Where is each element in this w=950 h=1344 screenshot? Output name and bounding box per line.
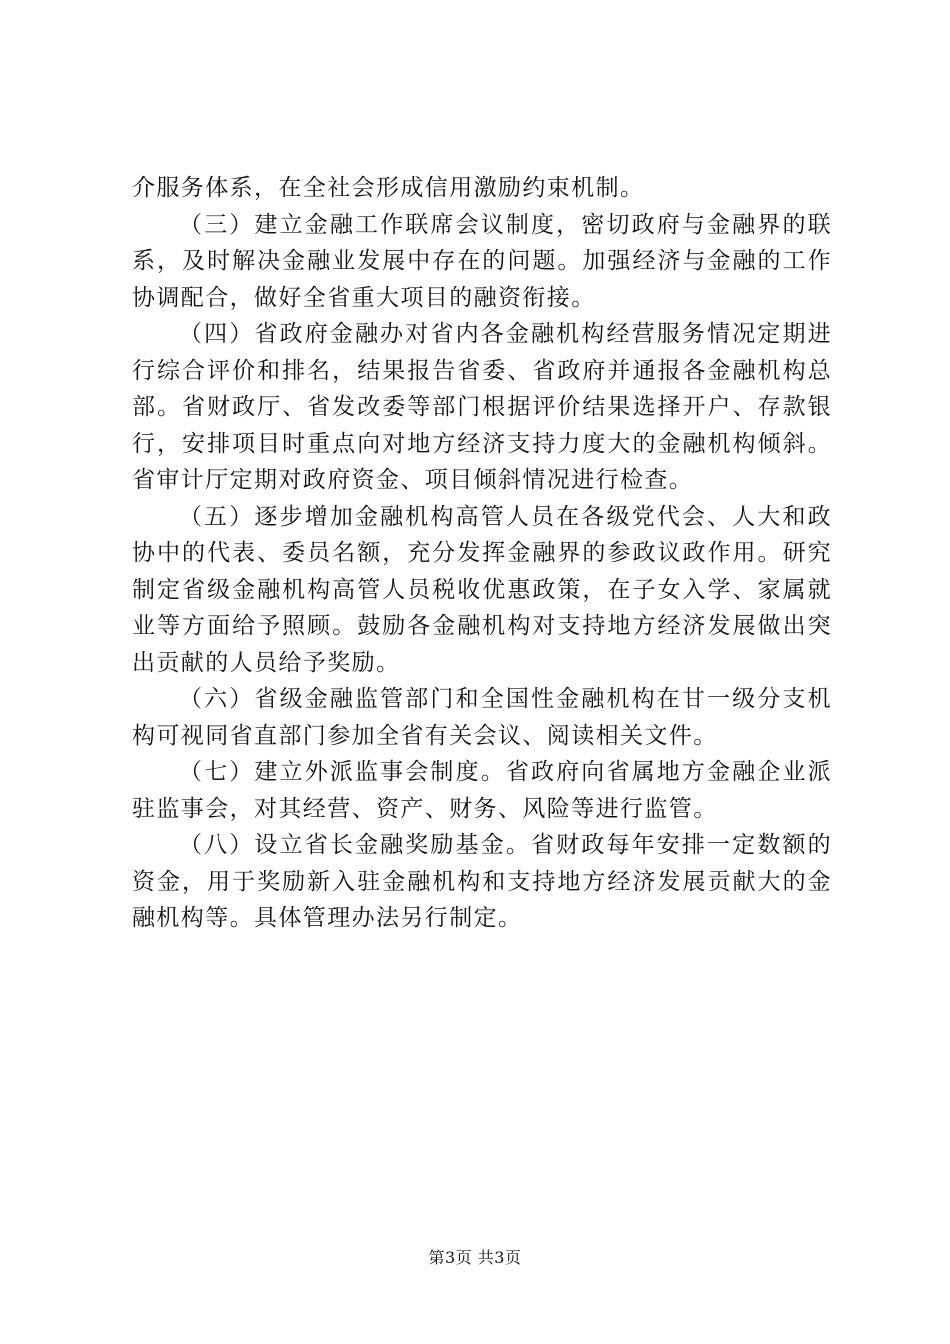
paragraph-item-4: （四）省政府金融办对省内各金融机构经营服务情况定期进行综合评价和排名，结果报告省委、省政府并通报各金融机构总部。省财政厅、省发改委等部门根据评价结果选择开户、存款银行，安排项目时重点向对地方经济支持力度大的金融机构倾斜。省审计厅定期对政府资金、项目倾斜情况进行检查。	[132, 321, 832, 493]
paragraph-item-6: （六）省级金融监管部门和全国性金融机构在甘一级分支机构可视同省直部门参加全省有关会议、阅读相关文件。	[132, 686, 832, 749]
page-footer	[0, 1245, 950, 1268]
paragraph-item-3: （三）建立金融工作联席会议制度，密切政府与金融界的联系，及时解决金融业发展中存在的问题。加强经济与金融的工作协调配合，做好全省重大项目的融资衔接。	[132, 211, 832, 311]
page-number-label: 第3页 共3页	[428, 1248, 522, 1267]
document-body	[132, 170, 832, 937]
paragraph-continuation: 介服务体系，在全社会形成信用激励约束机制。	[132, 175, 645, 201]
paragraph-item-5: （五）逐步增加金融机构高管人员在各级党代会、人大和政协中的代表、委员名额，充分发挥金融界的参政议政作用。研究制定省级金融机构高管人员税收优惠政策，在子女入学、家属就业等方面给予照顾。鼓励各金融机构对支持地方经济发展做出突出贡献的人员给予奖励。	[132, 503, 832, 676]
paragraph-item-7: （七）建立外派监事会制度。省政府向省属地方金融企业派驻监事会，对其经营、资产、财务、风险等进行监管。	[132, 759, 832, 822]
paragraph-item-8: （八）设立省长金融奖励基金。省财政每年安排一定数额的资金，用于奖励新入驻金融机构和支持地方经济发展贡献大的金融机构等。具体管理办法另行制定。	[132, 832, 832, 931]
